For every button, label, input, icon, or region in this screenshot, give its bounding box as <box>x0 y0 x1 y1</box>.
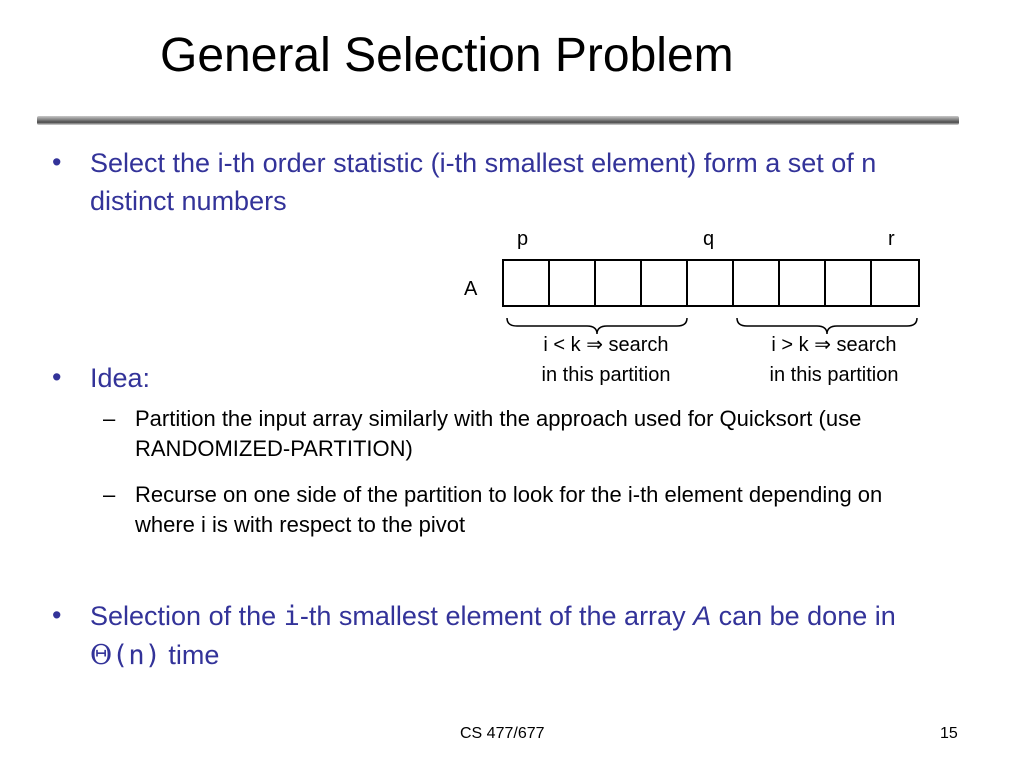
bullet-select-ith: Select the i-th order statistic (i-th smallest element) form a set of n distinct numbers <box>90 148 877 216</box>
subbullet-marker: – <box>103 406 116 431</box>
index-label-q: q <box>703 228 715 250</box>
subbullet-recurse: Recurse on one side of the partition to look for the i-th element depending on where i is with respect to the pivot <box>135 482 883 537</box>
bullet-marker: • <box>52 362 62 392</box>
array-label: A <box>464 278 478 300</box>
bullet3-post2: time <box>160 640 220 670</box>
bullet-marker: • <box>52 147 62 177</box>
left-note-line1: i < k ⇒ search <box>543 334 669 356</box>
bullet-idea: Idea: <box>90 363 151 393</box>
right-note-line2: in this partition <box>769 364 899 386</box>
bullet3-post1: can be done in <box>711 601 896 631</box>
slide-title: General Selection Problem <box>160 29 734 82</box>
bullet3-pre: Selection of the <box>90 601 284 631</box>
right-note-line1: i > k ⇒ search <box>771 334 897 356</box>
slide-number: 15 <box>940 725 958 742</box>
index-label-r: r <box>888 228 895 250</box>
subbullet-marker: – <box>103 482 116 507</box>
subbullet-partition: Partition the input array similarly with the approach used for Quicksort (use RANDOMIZED-PARTITION) <box>135 406 862 461</box>
var-i: i <box>283 601 300 632</box>
left-note-line2: in this partition <box>541 364 671 386</box>
index-label-p: p <box>517 228 529 250</box>
footer-course: CS 477/677 <box>460 725 545 742</box>
theta-argument: (n) <box>112 640 161 671</box>
var-a: A <box>693 601 712 631</box>
theta-symbol: Θ <box>90 640 113 671</box>
bullet-selection-time <box>90 597 960 675</box>
bullet-marker: • <box>52 600 62 630</box>
bullet3-mid: -th smallest element of the array <box>299 601 694 631</box>
